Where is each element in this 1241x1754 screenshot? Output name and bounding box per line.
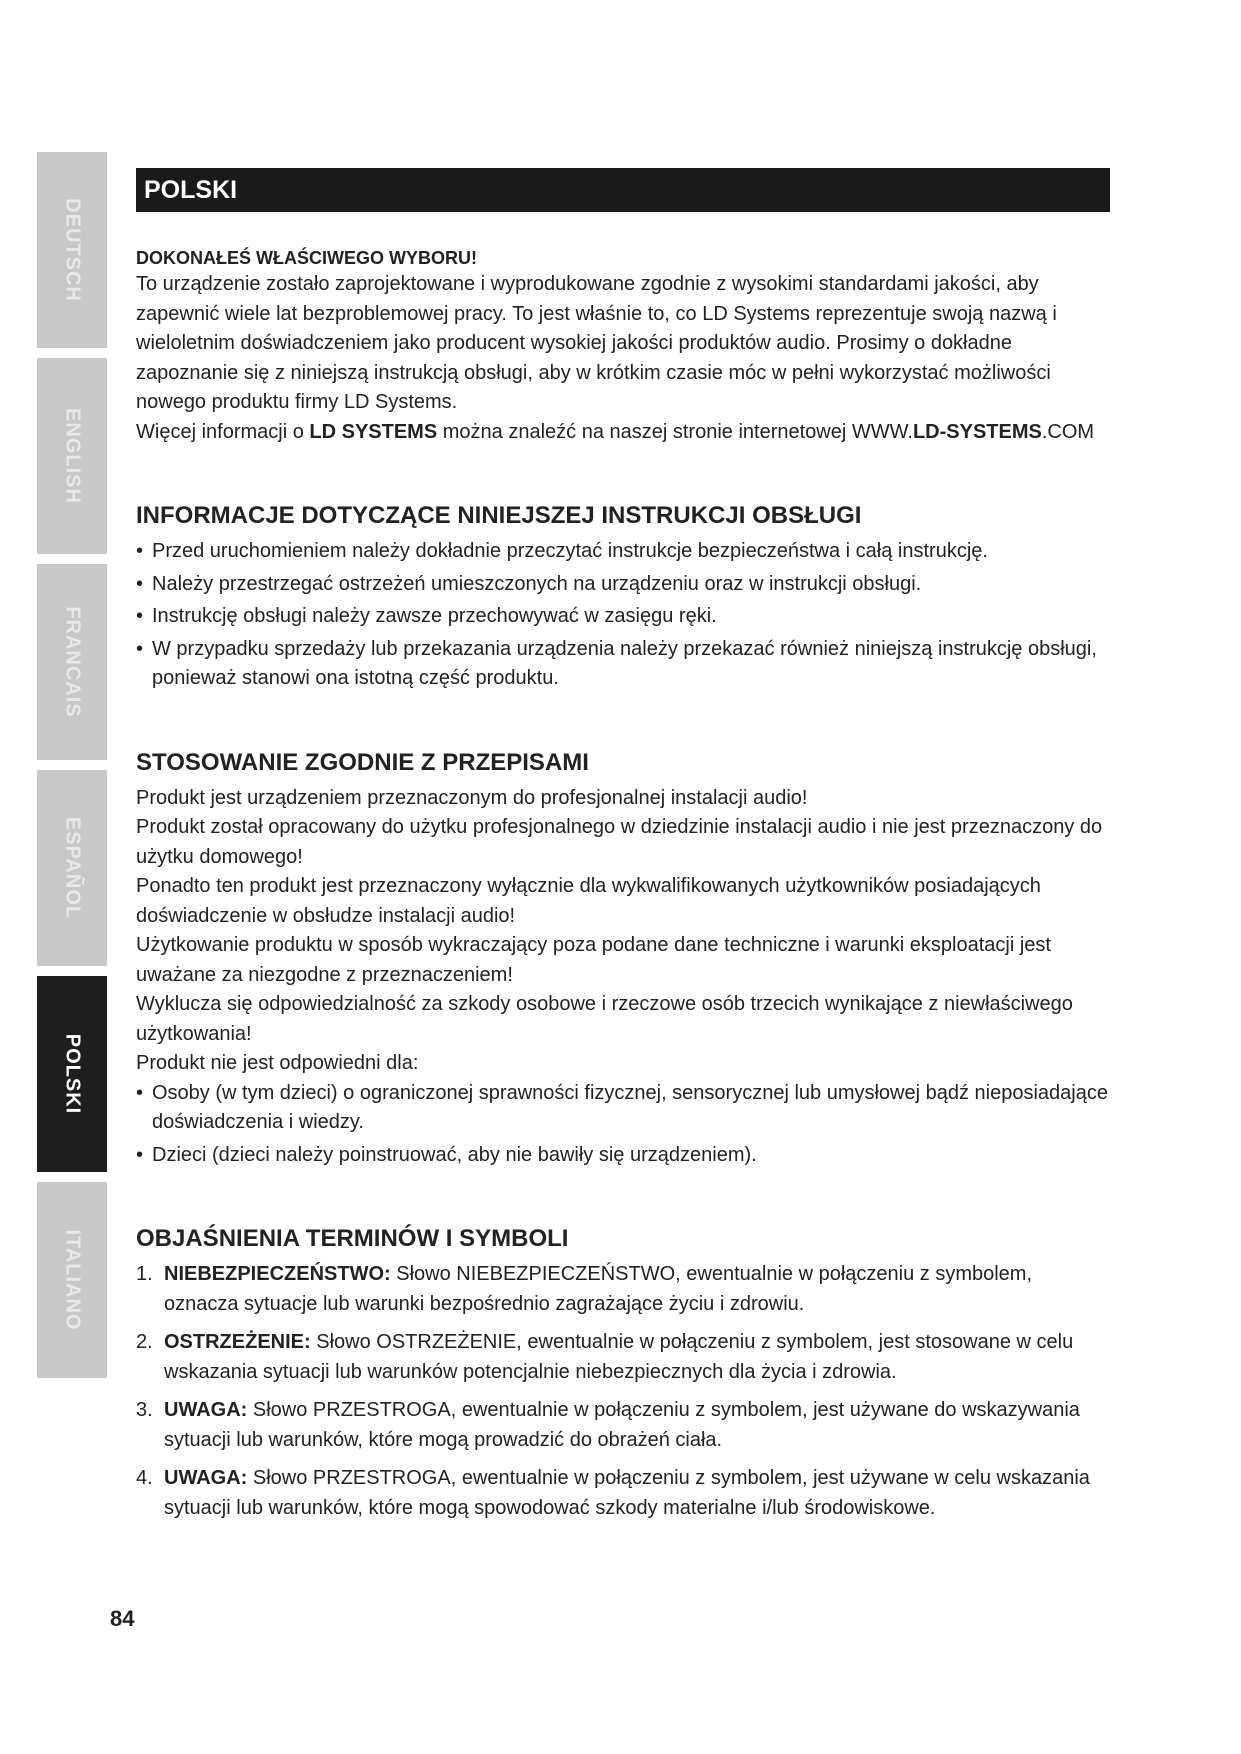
symbols-section: [136, 1224, 1110, 1523]
tab-deutsch[interactable]: [37, 152, 107, 348]
tab-label: ITALIANO: [61, 1229, 84, 1331]
numbered-item: 2. OSTRZEŻENIE: Słowo OSTRZEŻENIE, ewentualnie w połączeniu z symbolem, jest stosowane w celu wskazania sytuacji lub warunków potencjalnie niebezpiecznych dla życia i zdrowia.: [136, 1331, 1074, 1383]
usage-line: Produkt nie jest odpowiedni dla:: [136, 1052, 419, 1074]
numbered-item: 3. UWAGA: Słowo PRZESTROGA, ewentualnie w połączeniu z symbolem, jest używane do wskazywania sytuacji lub warunków, które mogą prowadzić do obrażeń ciała.: [136, 1399, 1080, 1451]
usage-line: Użytkowanie produktu w sposób wykraczający poza podane dane techniczne i warunki eksploatacji jest uważane za niezgodne z przeznaczeniem!: [136, 934, 1051, 986]
numbered-item: 1. NIEBEZPIECZEŃSTWO: Słowo NIEBEZPIECZEŃSTWO, ewentualnie w połączeniu z symbolem, oznacza sytuacje lub warunki bezpośrednio zagrażające życiu i zdrowiu.: [136, 1263, 1033, 1315]
usage-line: Wyklucza się odpowiedzialność za szkody osobowe i rzeczowe osób trzecich wynikające z niewłaściwego użytkowania!: [136, 993, 1073, 1045]
page-title: POLSKI: [136, 168, 1110, 212]
list-item: • Instrukcję obsługi należy zawsze przechowywać w zasięgu ręki.: [136, 602, 1110, 632]
symbols-heading: OBJAŚNIENIA TERMINÓW I SYMBOLI: [136, 1225, 569, 1252]
list-item: • Należy przestrzegać ostrzeżeń umieszczonych na urządzeniu oraz w instrukcji obsługi.: [136, 570, 1110, 600]
usage-line: Produkt został opracowany do użytku profesjonalnego w dziedzinie instalacji audio i nie jest przeznaczony do użytku domowego!: [136, 816, 1103, 868]
page-content: [136, 168, 1110, 1532]
usage-line: Produkt jest urządzeniem przeznaczonym do profesjonalnej instalacji audio!: [136, 786, 808, 809]
tab-label: FRANCAIS: [61, 606, 84, 718]
tab-polski[interactable]: [37, 976, 107, 1172]
list-item: • Przed uruchomieniem należy dokładnie przeczytać instrukcje bezpieczeństwa i całą instrukcję.: [136, 537, 1110, 567]
page-number: 84: [110, 1606, 135, 1631]
numbered-item: 4. UWAGA: Słowo PRZESTROGA, ewentualnie w połączeniu z symbolem, jest używane w celu wskazania sytuacji lub warunków, które mogą spowodować szkody materialne i/lub środowiskowe.: [136, 1467, 1090, 1519]
usage-line: Ponadto ten produkt jest przeznaczony wyłącznie dla wykwalifikowanych użytkowników posiadających doświadczenie w obsłudze instalacji audio!: [136, 875, 1041, 927]
tab-espanol[interactable]: [37, 770, 107, 966]
tab-italiano[interactable]: [37, 1182, 107, 1378]
language-tabs: [37, 152, 107, 1388]
info-heading: INFORMACJE DOTYCZĄCE NINIEJSZEJ INSTRUKCJI OBSŁUGI: [136, 502, 862, 529]
usage-section: [136, 748, 1110, 1171]
intro-more-info: Więcej informacji o LD SYSTEMS można znaleźć na naszej stronie internetowej WWW.LD-SYSTEMS.COM: [136, 420, 1095, 443]
tab-label: DEUTSCH: [61, 198, 84, 302]
info-section: [136, 501, 1110, 694]
list-item: • W przypadku sprzedaży lub przekazania urządzenia należy przekazać również niniejszą instrukcję obsługi, ponieważ stanowi ona istotną część produktu.: [136, 635, 1110, 694]
list-item: • Osoby (w tym dzieci) o ograniczonej sprawności fizycznej, sensorycznej lub umysłowej bądź nieposiadające doświadczenia i wiedzy.: [136, 1079, 1110, 1138]
tab-label: ENGLISH: [61, 408, 84, 504]
tab-label: POLSKI: [61, 1033, 84, 1115]
tab-francais[interactable]: [37, 564, 107, 760]
intro-heading: DOKONAŁEŚ WŁAŚCIWEGO WYBORU!: [136, 248, 477, 268]
usage-heading: STOSOWANIE ZGODNIE Z PRZEPISAMI: [136, 748, 589, 776]
intro-paragraph: To urządzenie zostało zaprojektowane i wyprodukowane zgodnie z wysokimi standardami jakości, aby zapewnić wiele lat bezproblemowej pracy. To jest właśnie to, co LD Systems reprezentuje swoją nazwą i wieloletnim doświadczeniem jako producent wysokiej jakości produktów audio. Prosimy o dokładne zapoznanie się z niniejszą instrukcją obsługi, aby w krótkim czasie móc w pełni wykorzystać możliwości nowego produktu firmy LD Systems.: [136, 273, 1057, 413]
list-item: • Dzieci (dzieci należy poinstruować, aby nie bawiły się urządzeniem).: [136, 1141, 1110, 1171]
tab-english[interactable]: [37, 358, 107, 554]
tab-label: ESPAÑOL: [61, 816, 84, 920]
